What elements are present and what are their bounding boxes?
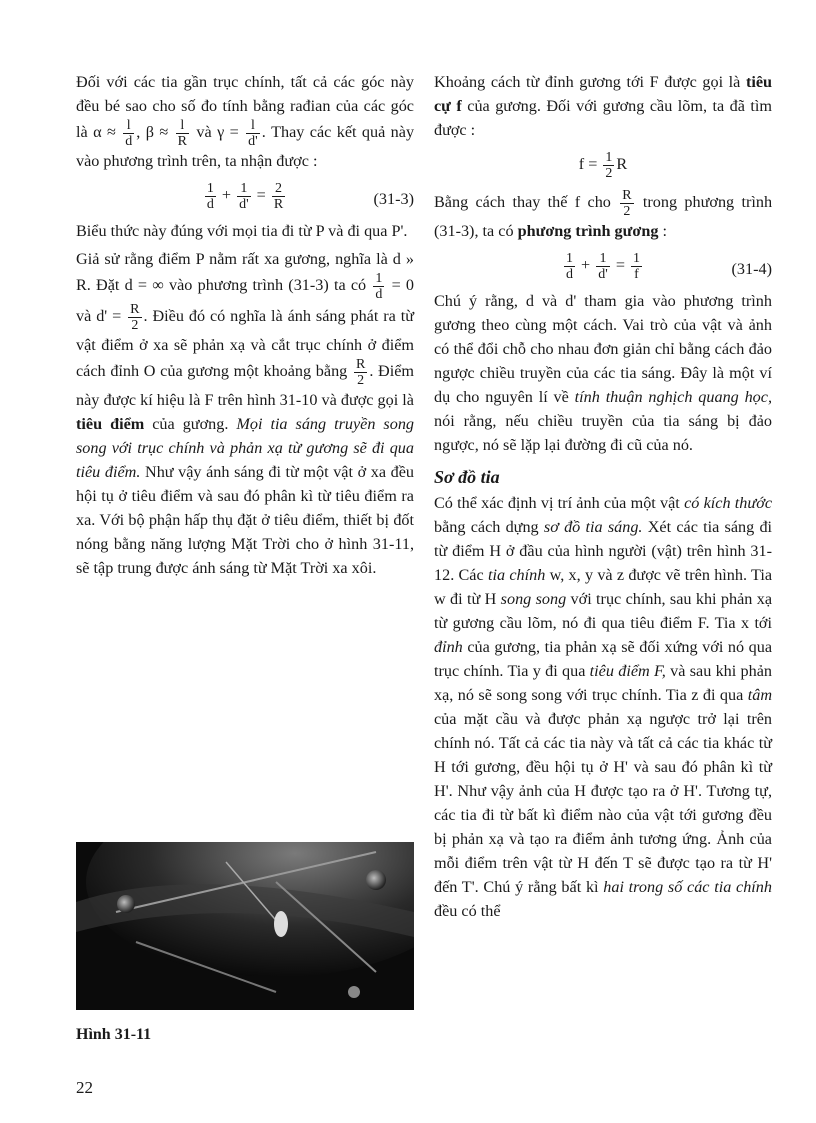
solar-dish-photo (76, 842, 414, 1010)
figure-caption: Hình 31-11 (76, 1026, 152, 1043)
fraction: $\frac{l}{d'}$ (248, 118, 258, 149)
equation-31-4: $\frac{1}{d}$ + $\frac{1}{d'}$ = $\frac{1}{f}$ (31-4) (566, 251, 772, 282)
page-number: 22 (76, 1078, 93, 1097)
equation-number: (31-4) (731, 260, 772, 278)
paragraph: Chú ý rằng, d và d' tham gia vào phương trình gương theo cùng một cách. Vai trò của vật và ảnh có thể đổi chỗ cho nhau đơn giản chỉ bằng cách đảo ngược chiều truyền của các tia sáng. Đây là một ví dụ cho nguyên lí về tính thuận nghịch quang học, nói rằng, nếu chiều truyền của tia sáng bị đảo ngược, nó sẽ lặp lại đường đi cũ của nó. (434, 292, 773, 454)
paragraph: Đối với các tia gần trục chính, tất cả các góc này đều bé sao cho số đo tính bằng rađian của các góc là α ≈ $\frac{l}{d}$ , β ≈ $\frac{l}{R}$ và γ = $\frac{l}{d'}$ . Thay các kết quả này vào phương trình trên, ta nhận được : (76, 73, 415, 170)
equation-31-3: $\frac{1}{d}$ + $\frac{1}{d'}$ = $\frac{2}{R}$ (31-3) (206, 181, 414, 212)
solar-dish-image (76, 842, 414, 1010)
paragraph: Khoảng cách từ đỉnh gương tới F được gọi là tiêu cự f của gương. Đối với gương cầu lõm, ta đã tìm được : (434, 73, 773, 139)
paragraph: Bằng cách thay thế f cho $\frac{R}{2}$ trong phương trình (31-3), ta có phương trình gương : (434, 188, 773, 240)
equation-number: (31-3) (373, 190, 414, 208)
paragraph: Có thể xác định vị trí ảnh của một vật có kích thước bằng cách dựng sơ đồ tia sáng. Xét các tia sáng đi từ điểm H ở đầu của hình người (vật) trên hình 31-12. Các tia chính w, x, y và z được vẽ trên hình. Tia w đi từ H song song với trục chính, sau khi phản xạ từ gương cầu lõm, nó đi qua tiêu điểm F. Tia x tới đỉnh của gương, tia phản xạ sẽ đối xứng với nó qua trục chính. Tia y đi qua tiêu điểm F, và sau khi phản xạ, nó sẽ song song với trục chính. Tia z đi qua tâm của mặt cầu và được phản xạ ngược trở lại trên chính nó. Tất cả các tia này và tất cả các tia khác từ H tới gương, đều hội tụ ở H' và sau đó phân kì từ H'. Như vậy ảnh của H được tạo ra ở H'. Tương tự, các tia đi từ bất kì điểm nào của vật tới gương đều bị phản xạ và tạo ra điểm ảnh tương ứng. Ảnh của mỗi điểm trên vật từ H đến T sẽ được tạo ra từ H' đến T'. Chú ý rằng bất kì hai trong số các tia chính đều có thể (434, 494, 773, 920)
fraction: $\frac{l}{d}$ (125, 118, 133, 149)
equation-focal-length: f = $\frac{1}{2}$ R (578, 150, 628, 181)
fraction: $\frac{l}{R}$ (177, 118, 187, 149)
paragraph: Giả sử rằng điểm P nằm rất xa gương, nghĩa là d » R. Đặt d = ∞ vào phương trình (31-3) ta có $\frac{1}{d}$ = 0 và d' = $\frac{R}{2}$ . Điều đó có nghĩa là ánh sáng phát ra từ vật điểm ở xa sẽ phản xạ và cắt trục chính ở điểm cách đỉnh O của gương một khoảng bằng $\frac{R}{2}$ . Điểm này được kí hiệu là F trên hình 31-10 và được gọi là tiêu điểm của gương. Mọi tia sáng truyền song song với trục chính và phản xạ từ gương sẽ đi qua tiêu điểm. Như vậy ánh sáng đi từ một vật ở xa đều hội tụ ở tiêu điểm và sau đó phân kì từ tiêu điểm ra xa. Với bộ phận hấp thụ đặt ở tiêu điểm, thiết bị đốt nóng bằng năng lượng Mặt Trời cho ở hình 31-11, sẽ tập trung được ánh sáng từ Mặt Trời xa xôi. (76, 250, 415, 577)
left-column (76, 70, 414, 580)
right-column (434, 70, 772, 923)
paragraph: Biểu thức này đúng với mọi tia đi từ P và đi qua P'. (76, 222, 408, 240)
section-heading: Sơ đồ tia (434, 467, 500, 487)
